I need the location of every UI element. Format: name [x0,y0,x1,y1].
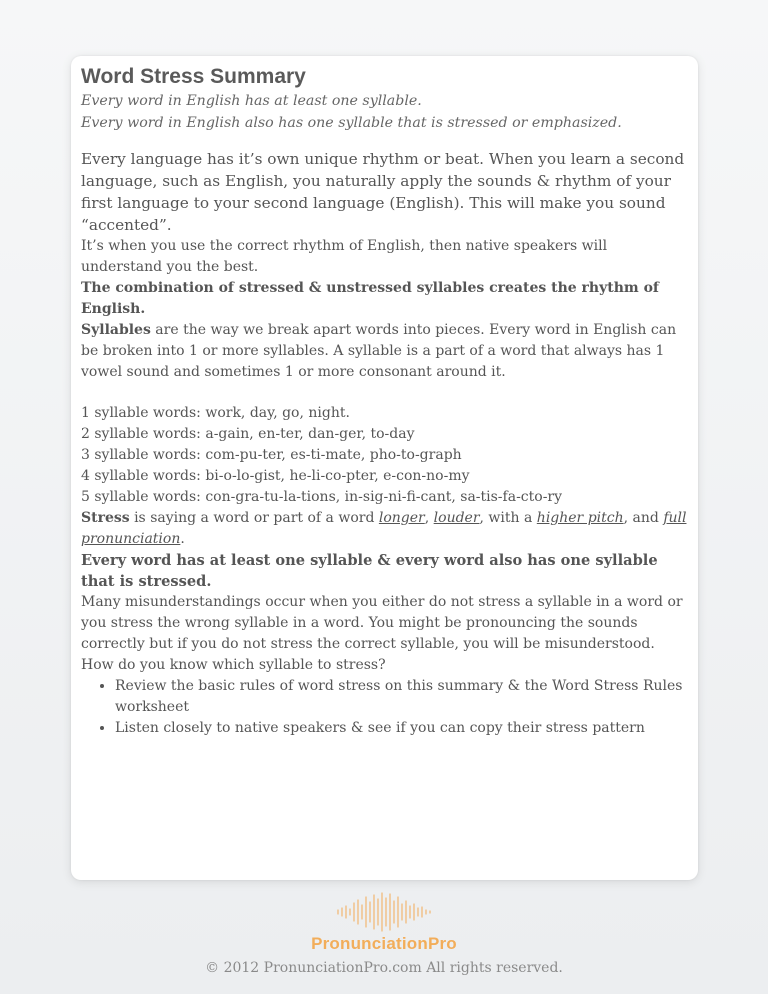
syllables-term: Syllables [81,322,151,338]
combination-text: The combination of stressed & unstressed syllables creates the rhythm of English. [81,280,659,317]
subtitle-line-2: Every word in English also has one syllable that is stressed or emphasized. [81,115,622,131]
subtitle-line-1: Every word in English has at least one syllable. [81,93,422,109]
syllable-example: 5 syllable words: con-gra-tu-la-tions, in-sig-ni-fi-cant, sa-tis-fa-cto-ry [81,489,563,505]
syllable-example: 2 syllable words: a-gain, en-ter, dan-ger, to-day [81,426,415,442]
list-item: • Review the basic rules of word stress on this summary & the Word Stress Rules worksheet [115,676,688,718]
syllable-example: 3 syllable words: com-pu-ter, es-ti-mate, pho-to-graph [81,447,462,463]
question-text: How do you know which syllable to stress? [81,657,386,673]
syllables-text: are the way we break apart words into pieces. Every word in English can be broken into 1 or more syllables. A syllable is a part of a word that always has 1 vowel sound and sometimes 1 or more consonant around it. [81,322,677,380]
intro-paragraph: Every language has it’s own unique rhythm or beat. When you learn a second language, such as English, you naturally apply the sounds & rhythm of your first language to your second language (English). This will make you sound “accented”. [81,150,685,234]
soundwave-icon [334,892,434,932]
combination-paragraph [81,278,688,320]
stress-text: , [424,510,434,526]
stress-text: . [180,531,185,547]
page-title: Word Stress Summary [81,65,306,88]
stress-word-louder: louder [433,510,480,526]
syllable-example: 1 syllable words: work, day, go, night. [81,405,350,421]
list-item: • Listen closely to native speakers & see if you can copy their stress pattern [115,718,688,739]
stress-text: , and [623,510,664,526]
stress-paragraph [81,508,688,550]
brand-logo [0,892,768,954]
stress-word-higher-pitch: higher pitch [536,510,624,526]
stress-text: , with a [479,510,537,526]
syllables-paragraph [81,320,688,383]
syllable-example: 4 syllable words: bi-o-lo-gist, he-li-co-pter, e-con-no-my [81,468,470,484]
stress-term: Stress [81,510,130,526]
tips-list [81,676,688,739]
summary-card [71,56,698,880]
every-word-text: Every word has at least one syllable & every word also has one syllable that is stressed. [81,552,658,590]
every-word-paragraph [81,550,688,592]
brand-name: PronunciationPro [311,934,457,953]
stress-word-longer: longer [378,510,425,526]
syllable-examples [81,403,688,508]
stress-text: is saying a word or part of a word [129,510,379,526]
stress-word-full-pronunciation: full pronunciation [81,510,687,547]
rhythm-paragraph: It’s when you use the correct rhythm of English, then native speakers will understand you the best. [81,238,608,275]
copyright: © 2012 PronunciationPro.com All rights reserved. [205,960,563,976]
misunderstanding-paragraph: Many misunderstandings occur when you either do not stress a syllable in a word or you stress the wrong syllable in a word. You might be pronouncing the sounds correctly but if you do not stress the correct syllable, you will be misunderstood. [81,594,683,652]
